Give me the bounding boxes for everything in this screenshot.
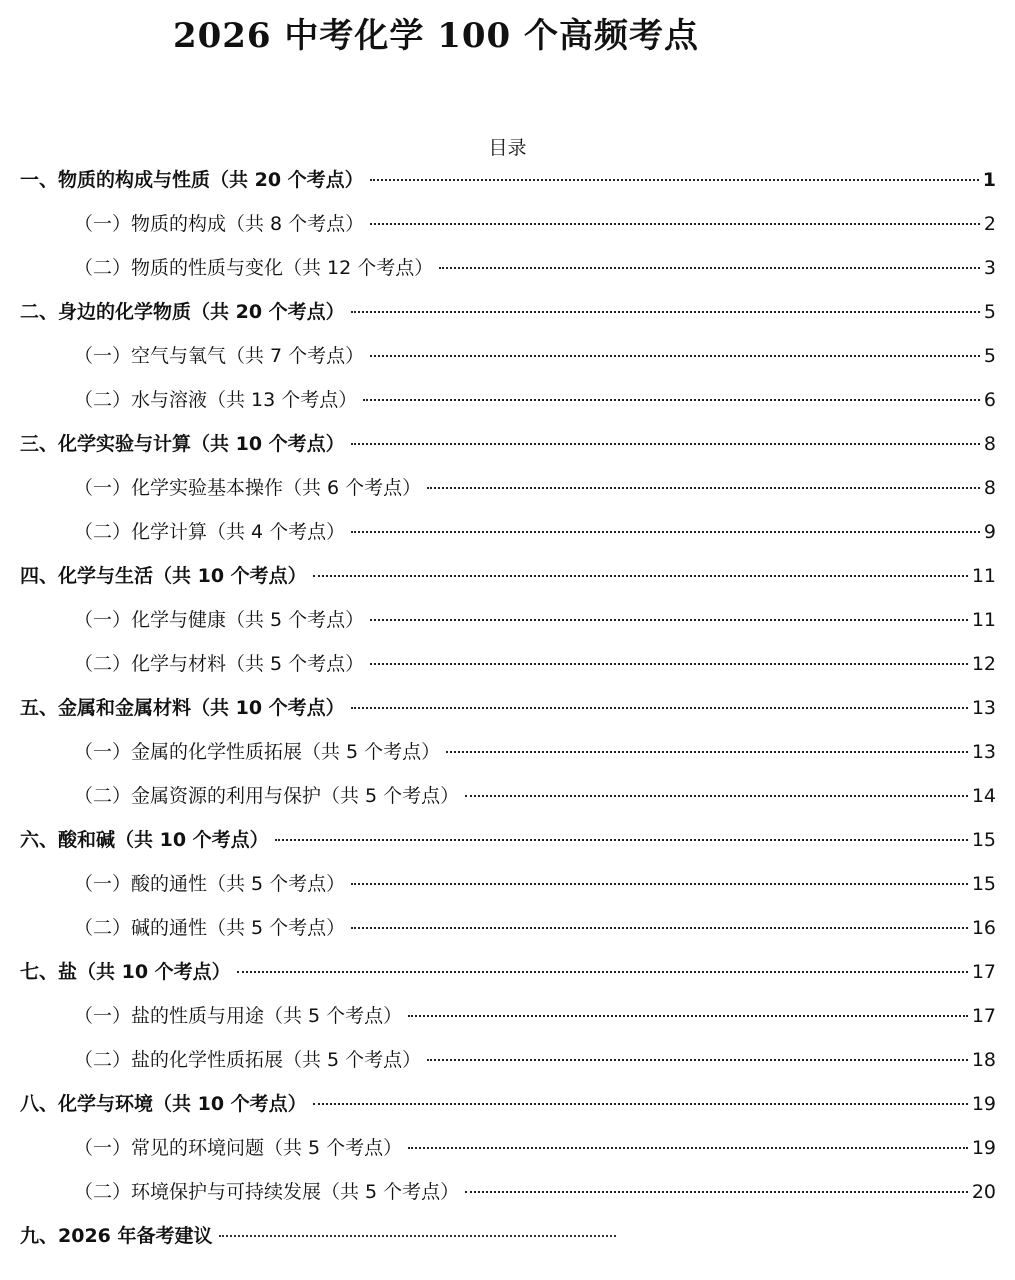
toc-label: （一）金属的化学性质拓展（共 5 个考点） bbox=[74, 741, 441, 763]
toc-page-number: 9 bbox=[983, 521, 996, 543]
toc-label: 三、化学实验与计算（共 10 个考点） bbox=[20, 433, 345, 455]
toc-page-number: 18 bbox=[971, 1049, 996, 1071]
toc-label: 七、盐（共 10 个考点） bbox=[20, 961, 231, 983]
dot-leader bbox=[446, 751, 968, 753]
toc-section-9[interactable] bbox=[20, 1218, 996, 1262]
toc-section-1[interactable] bbox=[20, 162, 996, 206]
toc-label: 九、2026 年备考建议 bbox=[20, 1225, 213, 1247]
toc-subsection-3-2[interactable] bbox=[20, 514, 996, 558]
toc-subsection-5-2[interactable] bbox=[20, 778, 996, 822]
toc-subsection-3-1[interactable] bbox=[20, 470, 996, 514]
dot-leader bbox=[351, 531, 980, 533]
toc-subsection-7-1[interactable] bbox=[20, 998, 996, 1042]
toc-section-4[interactable] bbox=[20, 558, 996, 602]
dot-leader bbox=[351, 707, 968, 709]
toc-label: （二）化学与材料（共 5 个考点） bbox=[74, 653, 365, 675]
dot-leader bbox=[237, 971, 968, 973]
dot-leader bbox=[351, 927, 968, 929]
toc-label: （一）盐的性质与用途（共 5 个考点） bbox=[74, 1005, 403, 1027]
dot-leader bbox=[219, 1235, 617, 1237]
dot-leader bbox=[408, 1015, 968, 1017]
dot-leader bbox=[351, 443, 980, 445]
toc-label: 四、化学与生活（共 10 个考点） bbox=[20, 565, 307, 587]
toc-page-number: 13 bbox=[971, 741, 996, 763]
toc-subsection-2-1[interactable] bbox=[20, 338, 996, 382]
dot-leader bbox=[427, 1059, 968, 1061]
toc-section-7[interactable] bbox=[20, 954, 996, 998]
toc-page-number: 17 bbox=[971, 961, 996, 983]
toc-label: （二）盐的化学性质拓展（共 5 个考点） bbox=[74, 1049, 422, 1071]
document-title: 2026 中考化学 100 个高频考点 bbox=[172, 16, 700, 56]
toc-label: （二）金属资源的利用与保护（共 5 个考点） bbox=[74, 785, 460, 807]
toc-section-3[interactable] bbox=[20, 426, 996, 470]
table-of-contents bbox=[20, 162, 996, 1262]
dot-leader bbox=[465, 795, 968, 797]
dot-leader bbox=[313, 575, 968, 577]
dot-leader bbox=[313, 1103, 968, 1105]
toc-section-2[interactable] bbox=[20, 294, 996, 338]
toc-label: 六、酸和碱（共 10 个考点） bbox=[20, 829, 269, 851]
toc-page-number: 2 bbox=[983, 213, 996, 235]
dot-leader bbox=[370, 619, 968, 621]
toc-label: 八、化学与环境（共 10 个考点） bbox=[20, 1093, 307, 1115]
toc-page-number: 19 bbox=[971, 1137, 996, 1159]
dot-leader bbox=[439, 267, 980, 269]
toc-subsection-8-2[interactable] bbox=[20, 1174, 996, 1218]
toc-page-number: 20 bbox=[971, 1181, 996, 1203]
dot-leader bbox=[370, 663, 968, 665]
toc-page-number: 15 bbox=[971, 829, 996, 851]
toc-page-number: 8 bbox=[983, 433, 996, 455]
toc-label: （一）化学实验基本操作（共 6 个考点） bbox=[74, 477, 422, 499]
toc-label: （二）水与溶液（共 13 个考点） bbox=[74, 389, 358, 411]
toc-label: （一）化学与健康（共 5 个考点） bbox=[74, 609, 365, 631]
toc-label: 五、金属和金属材料（共 10 个考点） bbox=[20, 697, 345, 719]
toc-label: （一）空气与氧气（共 7 个考点） bbox=[74, 345, 365, 367]
toc-page-number: 11 bbox=[971, 609, 996, 631]
toc-section-5[interactable] bbox=[20, 690, 996, 734]
toc-page-number: 12 bbox=[971, 653, 996, 675]
toc-page-number: 5 bbox=[983, 345, 996, 367]
toc-page-number: 6 bbox=[983, 389, 996, 411]
toc-page-number: 5 bbox=[983, 301, 996, 323]
toc-subsection-6-1[interactable] bbox=[20, 866, 996, 910]
toc-page-number: 15 bbox=[971, 873, 996, 895]
toc-page-number: 8 bbox=[983, 477, 996, 499]
toc-heading: 目录 bbox=[488, 137, 527, 159]
toc-subsection-4-1[interactable] bbox=[20, 602, 996, 646]
toc-page-number: 11 bbox=[971, 565, 996, 587]
toc-section-8[interactable] bbox=[20, 1086, 996, 1130]
toc-label: 一、物质的构成与性质（共 20 个考点） bbox=[20, 169, 364, 191]
dot-leader bbox=[351, 883, 968, 885]
toc-subsection-8-1[interactable] bbox=[20, 1130, 996, 1174]
toc-page-number: 17 bbox=[971, 1005, 996, 1027]
toc-label: （二）化学计算（共 4 个考点） bbox=[74, 521, 346, 543]
toc-subsection-4-2[interactable] bbox=[20, 646, 996, 690]
dot-leader bbox=[370, 223, 980, 225]
toc-section-6[interactable] bbox=[20, 822, 996, 866]
toc-label: 二、身边的化学物质（共 20 个考点） bbox=[20, 301, 345, 323]
toc-label: （二）环境保护与可持续发展（共 5 个考点） bbox=[74, 1181, 460, 1203]
toc-label: （一）酸的通性（共 5 个考点） bbox=[74, 873, 346, 895]
dot-leader bbox=[370, 355, 980, 357]
toc-label: （一）常见的环境问题（共 5 个考点） bbox=[74, 1137, 403, 1159]
toc-page-number: 13 bbox=[971, 697, 996, 719]
toc-subsection-6-2[interactable] bbox=[20, 910, 996, 954]
toc-subsection-5-1[interactable] bbox=[20, 734, 996, 778]
dot-leader bbox=[363, 399, 980, 401]
toc-page-number: 3 bbox=[983, 257, 996, 279]
dot-leader bbox=[275, 839, 968, 841]
dot-leader bbox=[351, 311, 980, 313]
toc-page-number: 14 bbox=[971, 785, 996, 807]
toc-label: （一）物质的构成（共 8 个考点） bbox=[74, 213, 365, 235]
toc-label: （二）物质的性质与变化（共 12 个考点） bbox=[74, 257, 434, 279]
toc-subsection-2-2[interactable] bbox=[20, 382, 996, 426]
dot-leader bbox=[465, 1191, 968, 1193]
toc-subsection-7-2[interactable] bbox=[20, 1042, 996, 1086]
toc-subsection-1-1[interactable] bbox=[20, 206, 996, 250]
toc-page-number: 1 bbox=[982, 169, 996, 191]
dot-leader bbox=[427, 487, 980, 489]
toc-page-number: 19 bbox=[971, 1093, 996, 1115]
dot-leader bbox=[370, 179, 979, 181]
toc-subsection-1-2[interactable] bbox=[20, 250, 996, 294]
toc-label: （二）碱的通性（共 5 个考点） bbox=[74, 917, 346, 939]
dot-leader bbox=[408, 1147, 968, 1149]
toc-page-number: 16 bbox=[971, 917, 996, 939]
